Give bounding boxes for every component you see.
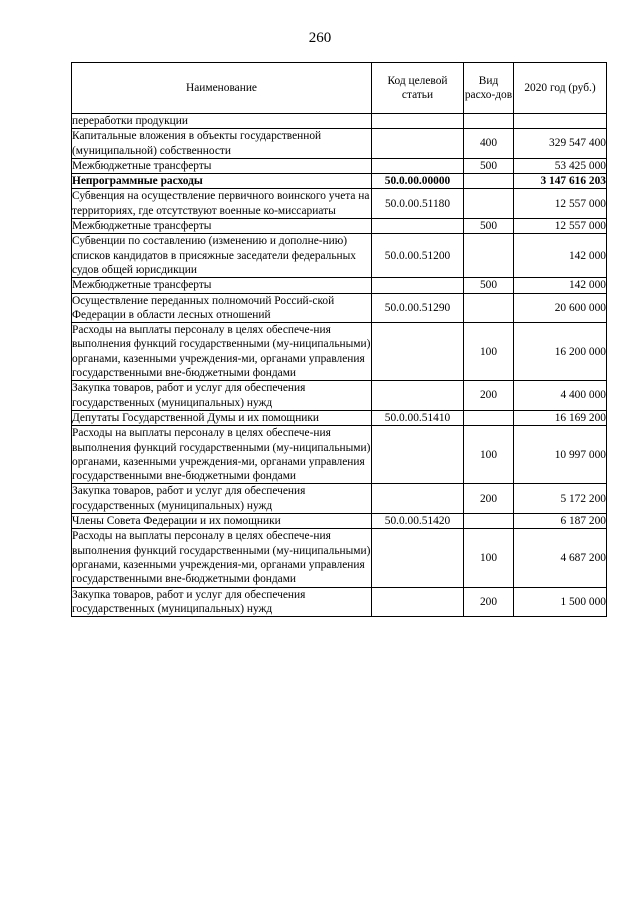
cell-amount: 12 557 000 <box>514 189 607 219</box>
header-name: Наименование <box>72 63 372 114</box>
cell-amount: 20 600 000 <box>514 293 607 323</box>
cell-type <box>464 234 514 278</box>
table-row <box>72 514 607 529</box>
cell-code: 50.0.00.51180 <box>372 189 464 219</box>
cell-code: 50.0.00.51290 <box>372 293 464 323</box>
cell-amount: 5 172 200 <box>514 484 607 514</box>
cell-code <box>372 219 464 234</box>
table-row <box>72 323 607 381</box>
cell-name: Члены Совета Федерации и их помощники <box>72 514 372 529</box>
cell-name: Осуществление переданных полномочий Россий-ской Федерации в области лесных отношений <box>72 293 372 323</box>
cell-type <box>464 514 514 529</box>
table-row <box>72 158 607 173</box>
cell-amount: 16 169 200 <box>514 410 607 425</box>
cell-name: Межбюджетные трансферты <box>72 219 372 234</box>
table-row <box>72 587 607 617</box>
cell-type: 200 <box>464 587 514 617</box>
cell-amount: 4 687 200 <box>514 529 607 587</box>
cell-name: Депутаты Государственной Думы и их помощники <box>72 410 372 425</box>
cell-name: Субвенция на осуществление первичного воинского учета на территориях, где отсутствуют военные ко-миссариаты <box>72 189 372 219</box>
cell-name: Непрограммные расходы <box>72 174 372 189</box>
table-body <box>72 114 607 617</box>
table-row <box>72 426 607 484</box>
table-row <box>72 174 607 189</box>
cell-code <box>372 381 464 411</box>
page-number: 260 <box>308 30 332 46</box>
budget-table <box>71 62 607 617</box>
table-row <box>72 219 607 234</box>
cell-code <box>372 484 464 514</box>
table-row <box>72 114 607 129</box>
cell-name: Расходы на выплаты персоналу в целях обеспече-ния выполнения функций государственными (му-ниципальными) органами, казенными учреждения-ми, органами управления государственными вне-бюджетными фондами <box>72 324 371 380</box>
cell-amount: 4 400 000 <box>514 381 607 411</box>
cell-type: 200 <box>464 484 514 514</box>
table-row <box>72 293 607 323</box>
cell-type: 500 <box>464 278 514 293</box>
cell-code: 50.0.00.51410 <box>372 410 464 425</box>
cell-code <box>372 323 464 381</box>
cell-amount: 6 187 200 <box>514 514 607 529</box>
cell-type <box>464 174 514 189</box>
cell-type: 200 <box>464 381 514 411</box>
table-row <box>72 189 607 219</box>
cell-amount: 16 200 000 <box>514 323 607 381</box>
cell-code <box>372 158 464 173</box>
header-code: Код целевой статьи <box>372 63 464 114</box>
cell-type: 100 <box>464 426 514 484</box>
cell-code <box>372 529 464 587</box>
table-row <box>72 129 607 159</box>
cell-type: 500 <box>464 219 514 234</box>
cell-code <box>372 278 464 293</box>
cell-code <box>372 129 464 159</box>
cell-type: 100 <box>464 323 514 381</box>
cell-name: Межбюджетные трансферты <box>72 278 372 293</box>
cell-type <box>464 293 514 323</box>
cell-name: Межбюджетные трансферты <box>72 158 372 173</box>
table-row <box>72 484 607 514</box>
cell-code <box>372 426 464 484</box>
cell-name: Субвенции по составлению (изменению и дополне-нию) списков кандидатов в присяжные заседатели федеральных судов общей юрисдикции <box>72 234 372 278</box>
cell-type: 100 <box>464 529 514 587</box>
cell-amount: 10 997 000 <box>514 426 607 484</box>
cell-amount <box>514 114 607 129</box>
cell-code: 50.0.00.00000 <box>372 174 464 189</box>
cell-amount: 53 425 000 <box>514 158 607 173</box>
cell-code <box>372 114 464 129</box>
cell-type <box>464 189 514 219</box>
cell-name: переработки продукции <box>72 114 372 129</box>
cell-code <box>372 587 464 617</box>
header-amount: 2020 год (руб.) <box>514 63 607 114</box>
cell-type: 400 <box>464 129 514 159</box>
cell-code: 50.0.00.51200 <box>372 234 464 278</box>
cell-name: Расходы на выплаты персоналу в целях обеспече-ния выполнения функций государственными (му-ниципальными) органами, казенными учреждения-ми, органами управления государственными вне-бюджетными фондами <box>72 530 371 586</box>
cell-amount: 142 000 <box>514 278 607 293</box>
cell-amount: 142 000 <box>514 234 607 278</box>
table-row <box>72 278 607 293</box>
cell-amount: 3 147 616 203 <box>514 174 607 189</box>
header-type: Вид расхо-дов <box>464 63 514 114</box>
table-header-row <box>72 63 607 114</box>
cell-amount: 12 557 000 <box>514 219 607 234</box>
cell-name: Закупка товаров, работ и услуг для обеспечения государственных (муниципальных) нужд <box>72 587 372 617</box>
table-row <box>72 381 607 411</box>
cell-amount: 329 547 400 <box>514 129 607 159</box>
cell-code: 50.0.00.51420 <box>372 514 464 529</box>
cell-type <box>464 114 514 129</box>
cell-name: Закупка товаров, работ и услуг для обеспечения государственных (муниципальных) нужд <box>72 484 372 514</box>
cell-name: Расходы на выплаты персоналу в целях обеспече-ния выполнения функций государственными (му-ниципальными) органами, казенными учреждения-ми, органами управления государственными вне-бюджетными фондами <box>72 427 371 483</box>
cell-amount: 1 500 000 <box>514 587 607 617</box>
cell-type <box>464 410 514 425</box>
cell-name: Капитальные вложения в объекты государственной (муниципальной) собственности <box>72 129 372 159</box>
cell-type: 500 <box>464 158 514 173</box>
cell-name: Закупка товаров, работ и услуг для обеспечения государственных (муниципальных) нужд <box>72 381 372 411</box>
table-row <box>72 410 607 425</box>
table-row <box>72 529 607 587</box>
table-row <box>72 234 607 278</box>
